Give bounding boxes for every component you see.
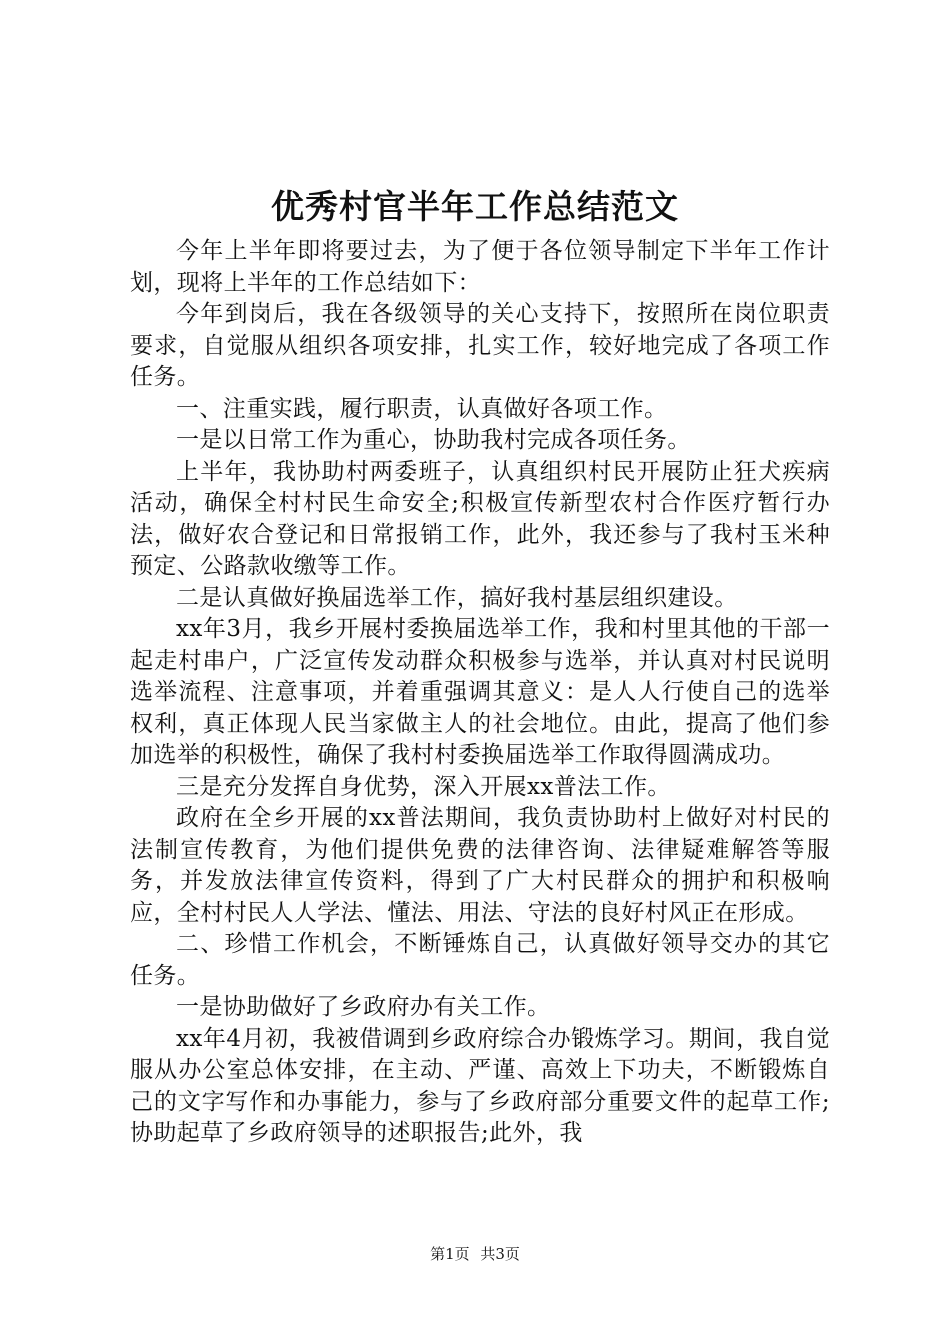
page-footer bbox=[0, 1243, 950, 1265]
subheading-1-2: 二是认真做好换届选举工作，搞好我村基层组织建设。 bbox=[176, 584, 738, 611]
paragraph-daily-work: 上半年，我协助村两委班子，认真组织村民开展防止狂犬疾病活动，确保全村村民生命安全;积极宣传新型农村合作医疗暂行办法，做好农合登记和日常报销工作，此外，我还参与了我村玉米种预定、公路款收缴等工作。 bbox=[130, 458, 830, 579]
paragraph-secondment: xx年4月初，我被借调到乡政府综合办锻炼学习。期间，我自觉服从办公室总体安排，在主动、严谨、高效上下功夫，不断锻炼自己的文字写作和办事能力，参与了乡政府部分重要文件的起草工作;协助起草了乡政府领导的述职报告;此外，我 bbox=[130, 1025, 830, 1146]
paragraph-election: xx年3月，我乡开展村委换届选举工作，我和村里其他的干部一起走村串户，广泛宣传发动群众积极参与选举，并认真对村民说明选举流程、注意事项，并着重强调其意义：是人人行使自己的选举权利，真正体现人民当家做主人的社会地位。由此，提高了他们参加选举的积极性，确保了我村村委换届选举工作取得圆满成功。 bbox=[130, 616, 830, 768]
page-total: 共3页 bbox=[480, 1245, 520, 1263]
section-heading-1: 一、注重实践，履行职责，认真做好各项工作。 bbox=[176, 395, 668, 422]
paragraph-intro: 今年上半年即将要过去，为了便于各位领导制定下半年工作计划，现将上半年的工作总结如下： bbox=[130, 238, 830, 296]
section-heading-2: 二、珍惜工作机会，不断锤炼自己，认真做好领导交办的其它任务。 bbox=[130, 931, 830, 989]
subheading-2-1: 一是协助做好了乡政府办有关工作。 bbox=[176, 994, 551, 1020]
subheading-1-1: 一是以日常工作为重心，协助我村完成各项任务。 bbox=[176, 427, 691, 453]
page-number: 第1页 bbox=[430, 1245, 470, 1263]
subheading-1-3: 三是充分发挥自身优势，深入开展xx普法工作。 bbox=[176, 773, 671, 800]
document-body bbox=[130, 236, 830, 1150]
paragraph-overview: 今年到岗后，我在各级领导的关心支持下，按照所在岗位职责要求，自觉服从组织各项安排，扎实工作，较好地完成了各项工作任务。 bbox=[130, 301, 830, 390]
paragraph-legal-education: 政府在全乡开展的xx普法期间，我负责协助村上做好对村民的法制宣传教育，为他们提供免费的法律咨询、法律疑难解答等服务，并发放法律宣传资料，得到了广大村民群众的拥护和积极响应，全村村民人人学法、懂法、用法、守法的良好村风正在形成。 bbox=[130, 805, 830, 926]
document-title: 优秀村官半年工作总结范文 bbox=[271, 187, 679, 226]
